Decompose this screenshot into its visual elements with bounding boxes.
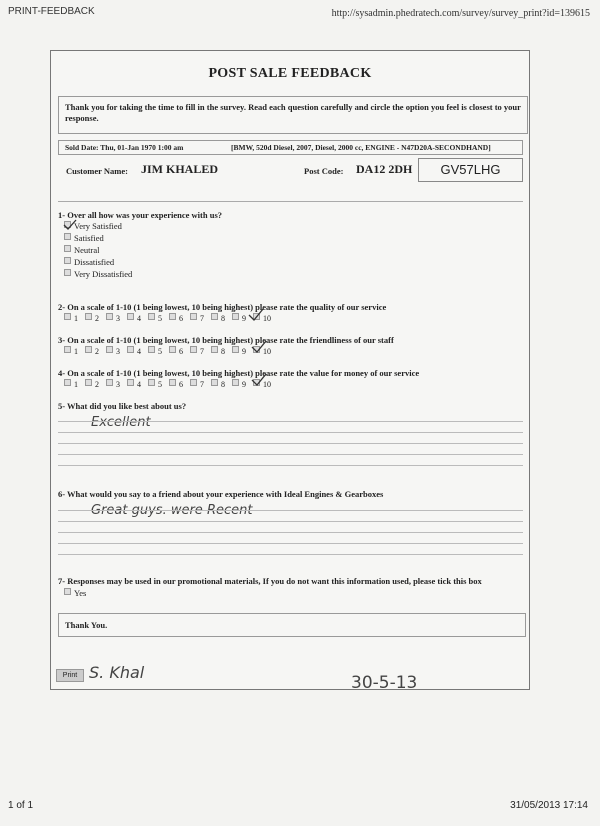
- sold-info-row: [58, 140, 523, 155]
- handwritten-tick-icon: [248, 308, 264, 322]
- handwritten-tick-icon: [251, 340, 267, 354]
- scale-option[interactable]: 6: [169, 313, 190, 323]
- answer-line: [58, 465, 523, 466]
- q7-option-yes[interactable]: Yes: [64, 588, 86, 598]
- scale-option[interactable]: 7: [190, 346, 211, 356]
- vehicle-details: [BMW, 520d Diesel, 2007, Diesel, 2000 cc, ENGINE - N47D20A-SECONDHAND]: [231, 143, 491, 152]
- print-header-title: PRINT-FEEDBACK: [8, 6, 95, 17]
- scale-option[interactable]: 8: [211, 313, 232, 323]
- checkbox[interactable]: [64, 245, 71, 252]
- scale-option[interactable]: 10: [253, 313, 274, 323]
- sold-date: Sold Date: Thu, 01-Jan 1970 1:00 am: [65, 143, 184, 152]
- question-4: 4- On a scale of 1-10 (1 being lowest, 10 being highest) please rate the value for money of our service: [58, 368, 420, 378]
- scale-option[interactable]: 3: [106, 313, 127, 323]
- scale-option[interactable]: 2: [85, 346, 106, 356]
- q4-scale: [64, 379, 274, 389]
- customer-row: [58, 158, 523, 182]
- answer-line: [58, 543, 523, 544]
- answer-line: [58, 510, 523, 511]
- form-title: POST SALE FEEDBACK: [208, 66, 372, 81]
- print-datetime: 31/05/2013 17:14: [510, 800, 588, 811]
- question-1: 1- Over all how was your experience with us?: [58, 210, 223, 220]
- divider: [58, 201, 523, 202]
- question-3: 3- On a scale of 1-10 (1 being lowest, 10 being highest) please rate the friendliness of our staff: [58, 335, 394, 345]
- scale-option[interactable]: 4: [127, 379, 148, 389]
- scale-option[interactable]: 5: [148, 313, 169, 323]
- scale-option[interactable]: 1: [64, 313, 85, 323]
- q1-option-neutral[interactable]: Neutral: [64, 245, 100, 255]
- customer-name: JIM KHALED: [141, 162, 219, 176]
- scale-option[interactable]: 8: [211, 379, 232, 389]
- print-header-url: http://sysadmin.phedratech.com/survey/survey_print?id=139615: [331, 8, 590, 19]
- scale-option[interactable]: 5: [148, 379, 169, 389]
- answer-line: [58, 532, 523, 533]
- q1-option-very-satisfied[interactable]: Very Satisfied: [64, 221, 122, 231]
- scale-option[interactable]: 7: [190, 379, 211, 389]
- checkbox[interactable]: [64, 257, 71, 264]
- answer-line: [58, 521, 523, 522]
- q5-handwritten-answer: Excellent: [91, 415, 151, 430]
- intro-box: Thank you for taking the time to fill in the survey. Read each question carefully and circle the option you feel is closest to your response.: [58, 96, 528, 134]
- postcode: DA12 2DH: [356, 162, 413, 176]
- scale-option[interactable]: 6: [169, 346, 190, 356]
- checkbox[interactable]: [64, 269, 71, 276]
- q1-option-very-dissatisfied[interactable]: Very Dissatisfied: [64, 269, 132, 279]
- question-5: 5- What did you like best about us?: [58, 401, 187, 411]
- scale-option[interactable]: 5: [148, 346, 169, 356]
- scale-option[interactable]: 1: [64, 379, 85, 389]
- checkbox[interactable]: [64, 588, 71, 595]
- scale-option[interactable]: 7: [190, 313, 211, 323]
- q1-option-dissatisfied[interactable]: Dissatisfied: [64, 257, 114, 267]
- registration-box: GV57LHG: [418, 158, 523, 182]
- print-button[interactable]: Print: [56, 669, 84, 682]
- postcode-label: Post Code:: [304, 166, 344, 176]
- q1-option-satisfied[interactable]: Satisfied: [64, 233, 104, 243]
- customer-name-label: Customer Name:: [66, 166, 128, 176]
- question-7: 7- Responses may be used in our promotional materials, If you do not want this information used, please tick this box: [58, 576, 482, 586]
- q6-handwritten-answer: Great guys. were Recent: [91, 503, 253, 518]
- scale-option[interactable]: 2: [85, 313, 106, 323]
- scale-option[interactable]: 3: [106, 346, 127, 356]
- scale-option[interactable]: 9: [232, 379, 253, 389]
- scale-option[interactable]: 2: [85, 379, 106, 389]
- scale-option[interactable]: 9: [232, 346, 253, 356]
- scale-option[interactable]: 10: [253, 346, 274, 356]
- page-count: 1 of 1: [8, 800, 34, 811]
- answer-line: [58, 421, 523, 422]
- handwritten-date: 30-5-13: [351, 673, 418, 693]
- q3-scale: [64, 346, 274, 356]
- answer-line: [58, 554, 523, 555]
- feedback-form: [50, 50, 530, 693]
- answer-line: [58, 443, 523, 444]
- scale-option[interactable]: 4: [127, 313, 148, 323]
- scale-option[interactable]: 10: [253, 379, 274, 389]
- scale-option[interactable]: 8: [211, 346, 232, 356]
- handwritten-tick-icon: [251, 373, 267, 387]
- q2-scale: [64, 313, 274, 323]
- question-2: 2- On a scale of 1-10 (1 being lowest, 10 being highest) please rate the quality of our service: [58, 302, 387, 312]
- answer-line: [58, 454, 523, 455]
- answer-line: [58, 432, 523, 433]
- customer-signature: S. Khal: [89, 663, 145, 682]
- thank-you-box: Thank You.: [58, 613, 526, 637]
- scale-option[interactable]: 3: [106, 379, 127, 389]
- scale-option[interactable]: 4: [127, 346, 148, 356]
- scale-option[interactable]: 9: [232, 313, 253, 323]
- question-6: 6- What would you say to a friend about your experience with Ideal Engines & Gearboxes: [58, 489, 384, 499]
- scale-option[interactable]: 6: [169, 379, 190, 389]
- handwritten-tick-icon: [63, 219, 77, 231]
- checkbox[interactable]: [64, 233, 71, 240]
- scale-option[interactable]: 1: [64, 346, 85, 356]
